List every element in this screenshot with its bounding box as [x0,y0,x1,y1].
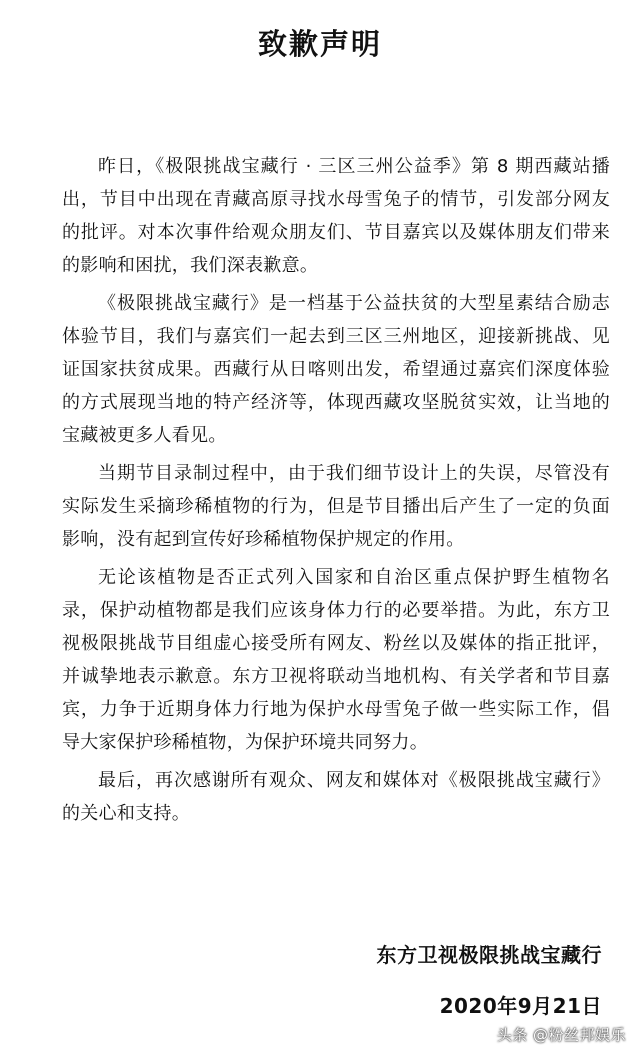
paragraph-2: 《极限挑战宝藏行》是一档基于公益扶贫的大型星素结合励志体验节目，我们与嘉宾们一起去到三区三州地区，迎接新挑战、见证国家扶贫成果。西藏行从日喀则出发，希望通过嘉宾们深度体验的方式展现当地的特产经济等，体现西藏攻坚脱贫实效，让当地的宝藏被更多人看见。 [62,293,610,446]
paragraph-1: 昨日，《极限挑战宝藏行 · 三区三州公益季》第 8 期西藏站播出，节目中出现在青藏高原寻找水母雪兔子的情节，引发部分网友的批评。对本次事件给观众朋友们、节目嘉宾以及媒体朋友们带来的影响和困扰，我们深表歉意。 [62,156,610,276]
paragraph-4: 无论该植物是否正式列入国家和自治区重点保护野生植物名录，保护动植物都是我们应该身体力行的必要举措。为此，东方卫视极限挑战节目组虚心接受所有网友、粉丝以及媒体的指正批评，并诚挚地表示歉意。东方卫视将联动当地机构、有关学者和节目嘉宾，力争于近期身体力行地为保护水母雪兔子做一些实际工作，倡导大家保护珍稀植物，为保护环境共同努力。 [62,567,610,753]
signature-block [377,939,603,1019]
paragraph-3: 当期节目录制过程中，由于我们细节设计上的失误，尽管没有实际发生采摘珍稀植物的行为，但是节目播出后产生了一定的负面影响，没有起到宣传好珍稀植物保护规定的作用。 [62,463,610,550]
signature-organization: 东方卫视极限挑战宝藏行 [376,943,602,967]
signature-date: 2020年9月21日 [439,994,602,1018]
watermark-text: 头条 @粉丝邦娱乐 [496,1026,626,1044]
document-title: 致歉声明 [257,27,382,61]
paragraph-5: 最后，再次感谢所有观众、网友和媒体对《极限挑战宝藏行》的关心和支持。 [62,770,610,824]
statement-body [62,150,610,835]
